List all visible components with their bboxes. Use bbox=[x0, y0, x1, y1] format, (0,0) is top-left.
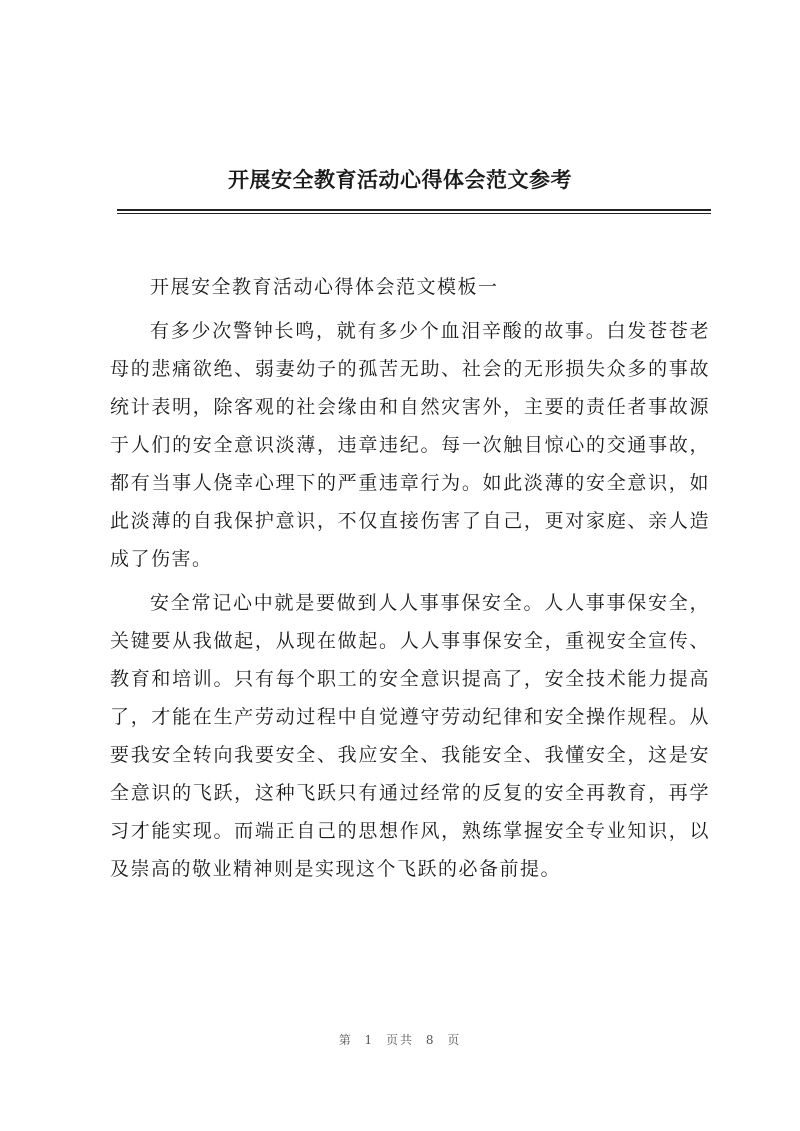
page-number-footer: 第 1 页共 8 页 bbox=[338, 1033, 462, 1047]
title-divider bbox=[117, 209, 711, 211]
page-title: 开展安全教育活动心得体会范文参考 bbox=[228, 168, 572, 192]
paragraph: 有多少次警钟长鸣，就有多少个血泪辛酸的故事。白发苍苍老母的悲痛欲绝、弱妻幼子的孤苦无助、社会的无形损失众多的事故统计表明，除客观的社会缘由和自然灾害外，主要的责任者事故源于人们的安全意识淡薄，违章违纪。每一次触目惊心的交通事故，都有当事人侥幸心理下的严重违章行为。如此淡薄的安全意识，如此淡薄的自我保护意识，不仅直接伤害了自己，更对家庭、亲人造成了伤害。 bbox=[110, 320, 710, 570]
paragraph: 安全常记心中就是要做到人人事事保安全。人人事事保安全，关键要从我做起，从现在做起。人人事事保安全，重视安全宣传、教育和培训。只有每个职工的安全意识提高了，安全技术能力提高了，才能在生产劳动过程中自觉遵守劳动纪律和安全操作规程。从要我安全转向我要安全、我应安全、我能安全、我懂安全，这是安全意识的飞跃，这种飞跃只有通过经常的反复的安全再教育，再学习才能实现。而端正自己的思想作风，熟练掌握安全专业知识，以及崇高的敬业精神则是实现这个飞跃的必备前提。 bbox=[110, 592, 710, 880]
document-body bbox=[110, 268, 710, 894]
section-heading: 开展安全教育活动心得体会范文模板一 bbox=[150, 276, 499, 298]
title-divider-thin bbox=[117, 213, 711, 214]
